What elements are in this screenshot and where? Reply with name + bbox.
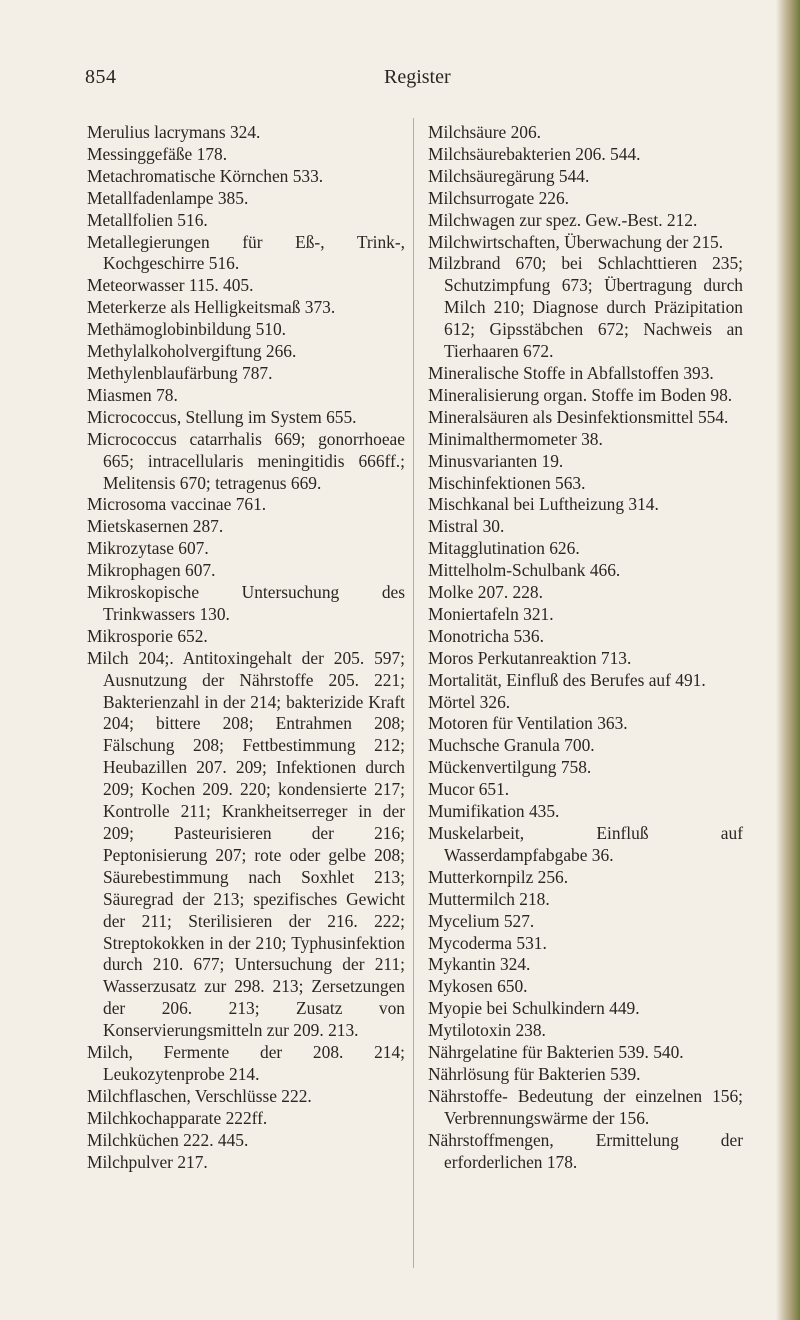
index-entry: Mineralische Stoffe in Abfallstoffen 393. [428,362,714,383]
index-entry: Mutterkornpilz 256. [428,866,569,887]
index-entry: Mückenvertilgung 758. [428,757,592,778]
index-entry: Micrococcus catarrhalis 669; gonorrhoeae 665; intracellularis meningitidis 666ff.; Melitensis 670; tetragenus 669. [87,428,405,493]
index-entry: Milzbrand 670; bei Schlachttieren 235; Schutzimpfung 673; Übertragung durch Milch 210; Diagnose durch Präzipitation 612; Gipsstäbchen 672; Nachweis an Tierhaaren 672. [428,253,743,362]
index-entry: Microsoma vaccinae 761. [87,494,267,515]
index-entry: Muskelarbeit, Einfluß auf Wasserdampfabgabe 36. [428,823,743,865]
index-entry: Metachromatische Körnchen 533. [87,165,324,186]
index-entry: Minusvarianten 19. [428,450,564,471]
index-entry: Mischinfektionen 563. [428,472,586,493]
index-entry: Meteorwasser 115. 405. [87,275,254,296]
index-entry: Mittelholm-Schulbank 466. [428,560,621,581]
index-entry: Nährstoffmengen, Ermittelung der erforderlichen 178. [428,1129,743,1172]
index-entry: Mumifikation 435. [428,801,560,822]
index-entry: Motoren für Ventilation 363. [428,713,628,734]
index-entry: Milchpulver 217. [87,1151,208,1172]
index-entry: Milchsäurebakterien 206. 544. [428,143,641,164]
index-entry: Mortalität, Einfluß des Berufes auf 491. [428,669,706,690]
index-entry: Mikrosporie 652. [87,625,208,646]
index-entry: Mucor 651. [428,779,510,800]
index-entry: Molke 207. 228. [428,582,543,603]
running-head: Register [384,66,451,88]
index-entry: Methämoglobinbildung 510. [87,319,287,340]
index-entry: Moros Perkutanreaktion 713. [428,647,632,668]
index-entry: Metallfolien 516. [87,209,208,230]
index-entry: Methylalkoholvergiftung 266. [87,341,297,362]
index-entry: Muttermilch 218. [428,888,550,909]
index-entry: Moniertafeln 321. [428,603,554,624]
index-entry: Milchsäuregärung 544. [428,165,590,186]
index-entry: Mykosen 650. [428,976,528,997]
index-entry: Mietskasernen 287. [87,516,224,537]
index-entry: Mycoderma 531. [428,932,547,953]
index-entry: Milchsurrogate 226. [428,187,570,208]
index-entry: Mitagglutination 626. [428,538,580,559]
index-entry: Messinggefäße 178. [87,143,228,164]
index-entry: Mytilotoxin 238. [428,1020,546,1041]
page-edge [776,0,800,1320]
index-entry: Metallfadenlampe 385. [87,187,249,208]
index-entry: Nährlösung für Bakterien 539. [428,1063,641,1084]
index-entry: Muchsche Granula 700. [428,735,595,756]
index-entry: Miasmen 78. [87,384,178,405]
index-entry: Mycelium 527. [428,910,535,931]
index-entry: Milchsäure 206. [428,122,542,142]
index-entry: Mineralisierung organ. Stoffe im Boden 98. [428,384,733,405]
index-entry: Metallegierungen für Eß-, Trink-, Kochgeschirre 516. [87,231,405,274]
index-entry: Milchkochapparate 222ff. [87,1107,268,1128]
index-entry: Nährstoffe- Bedeutung der einzelnen 156; Verbrennungswärme der 156. [428,1085,743,1128]
index-entry: Monotricha 536. [428,625,544,646]
index-entry: Milchwirtschaften, Überwachung der 215. [428,231,724,252]
index-column-right [428,122,743,1174]
index-entry: Nährgelatine für Bakterien 539. 540. [428,1042,684,1063]
index-entry: Micrococcus, Stellung im System 655. [87,406,357,427]
index-entry: Mikrophagen 607. [87,560,216,581]
index-entry: Merulius lacrymans 324. [87,122,261,142]
index-entry: Milch 204;. Antitoxingehalt der 205. 597; Ausnutzung der Nährstoffe 205. 221; Bakterienzahl in der 214; bakterizide Kraft 204; bittere 208; Entrahmen 208; Fälschung 208; Fettbestimmung 212; Heubazillen 207. 209; Infektionen durch 209; Kochen 209. 220; kondensierte 217; Kontrolle 211; Krankheitserreger in der 209; Pasteurisieren der 216; Peptonisierung 207; rote oder gelbe 208; Säurebestimmung nach Soxhlet 213; Säuregrad der 213; spezifisches Gewicht der 211; Sterilisieren der 216. 222; Streptokokken in der 210; Typhusinfektion durch 210. 677; Untersuchung der 211; Wasserzusatz zur 298. 213; Zersetzungen der 206. 213; Zusatz von Konservierungsmitteln zur 209. 213. [87,647,405,1041]
index-entry: Milchflaschen, Verschlüsse 222. [87,1085,312,1106]
index-entry: Mischkanal bei Luftheizung 314. [428,494,659,515]
index-entry: Mistral 30. [428,516,505,537]
index-entry: Mikrozytase 607. [87,538,209,559]
index-entry: Mikroskopische Untersuchung des Trinkwassers 130. [87,582,405,624]
index-entry: Minimalthermometer 38. [428,428,603,449]
index-entry: Myopie bei Schulkindern 449. [428,998,640,1019]
index-entry: Methylenblaufärbung 787. [87,362,273,383]
index-entry: Milch, Fermente der 208. 214; Leukozytenprobe 214. [87,1042,405,1084]
index-entry: Mineralsäuren als Desinfektionsmittel 554. [428,406,729,427]
index-entry: Milchküchen 222. 445. [87,1129,249,1150]
index-entry: Milchwagen zur spez. Gew.-Best. 212. [428,209,698,230]
column-divider [413,118,414,1268]
index-entry: Meterkerze als Helligkeitsmaß 373. [87,297,336,318]
page-number: 854 [85,66,117,88]
index-entry: Mörtel 326. [428,691,511,712]
index-column-left [87,122,405,1174]
index-entry: Mykantin 324. [428,954,531,975]
